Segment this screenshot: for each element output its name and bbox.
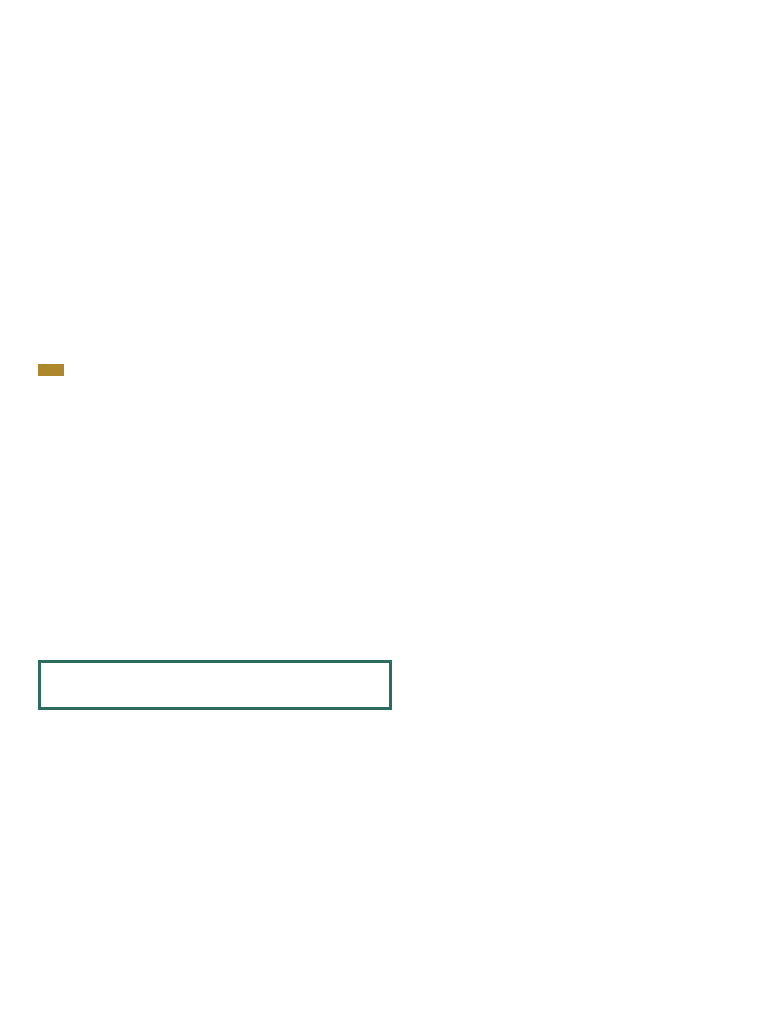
- poster-title-innovacion: [38, 352, 394, 356]
- poster-title-bienestar: [38, 384, 394, 389]
- poster-title-block: [38, 350, 394, 389]
- decorative-energy-pattern-top: [0, 0, 768, 312]
- poster-title-transformacion-bar: [38, 364, 64, 376]
- keynote-box: [38, 660, 392, 710]
- decorative-energy-pattern-bottom: [0, 988, 768, 1024]
